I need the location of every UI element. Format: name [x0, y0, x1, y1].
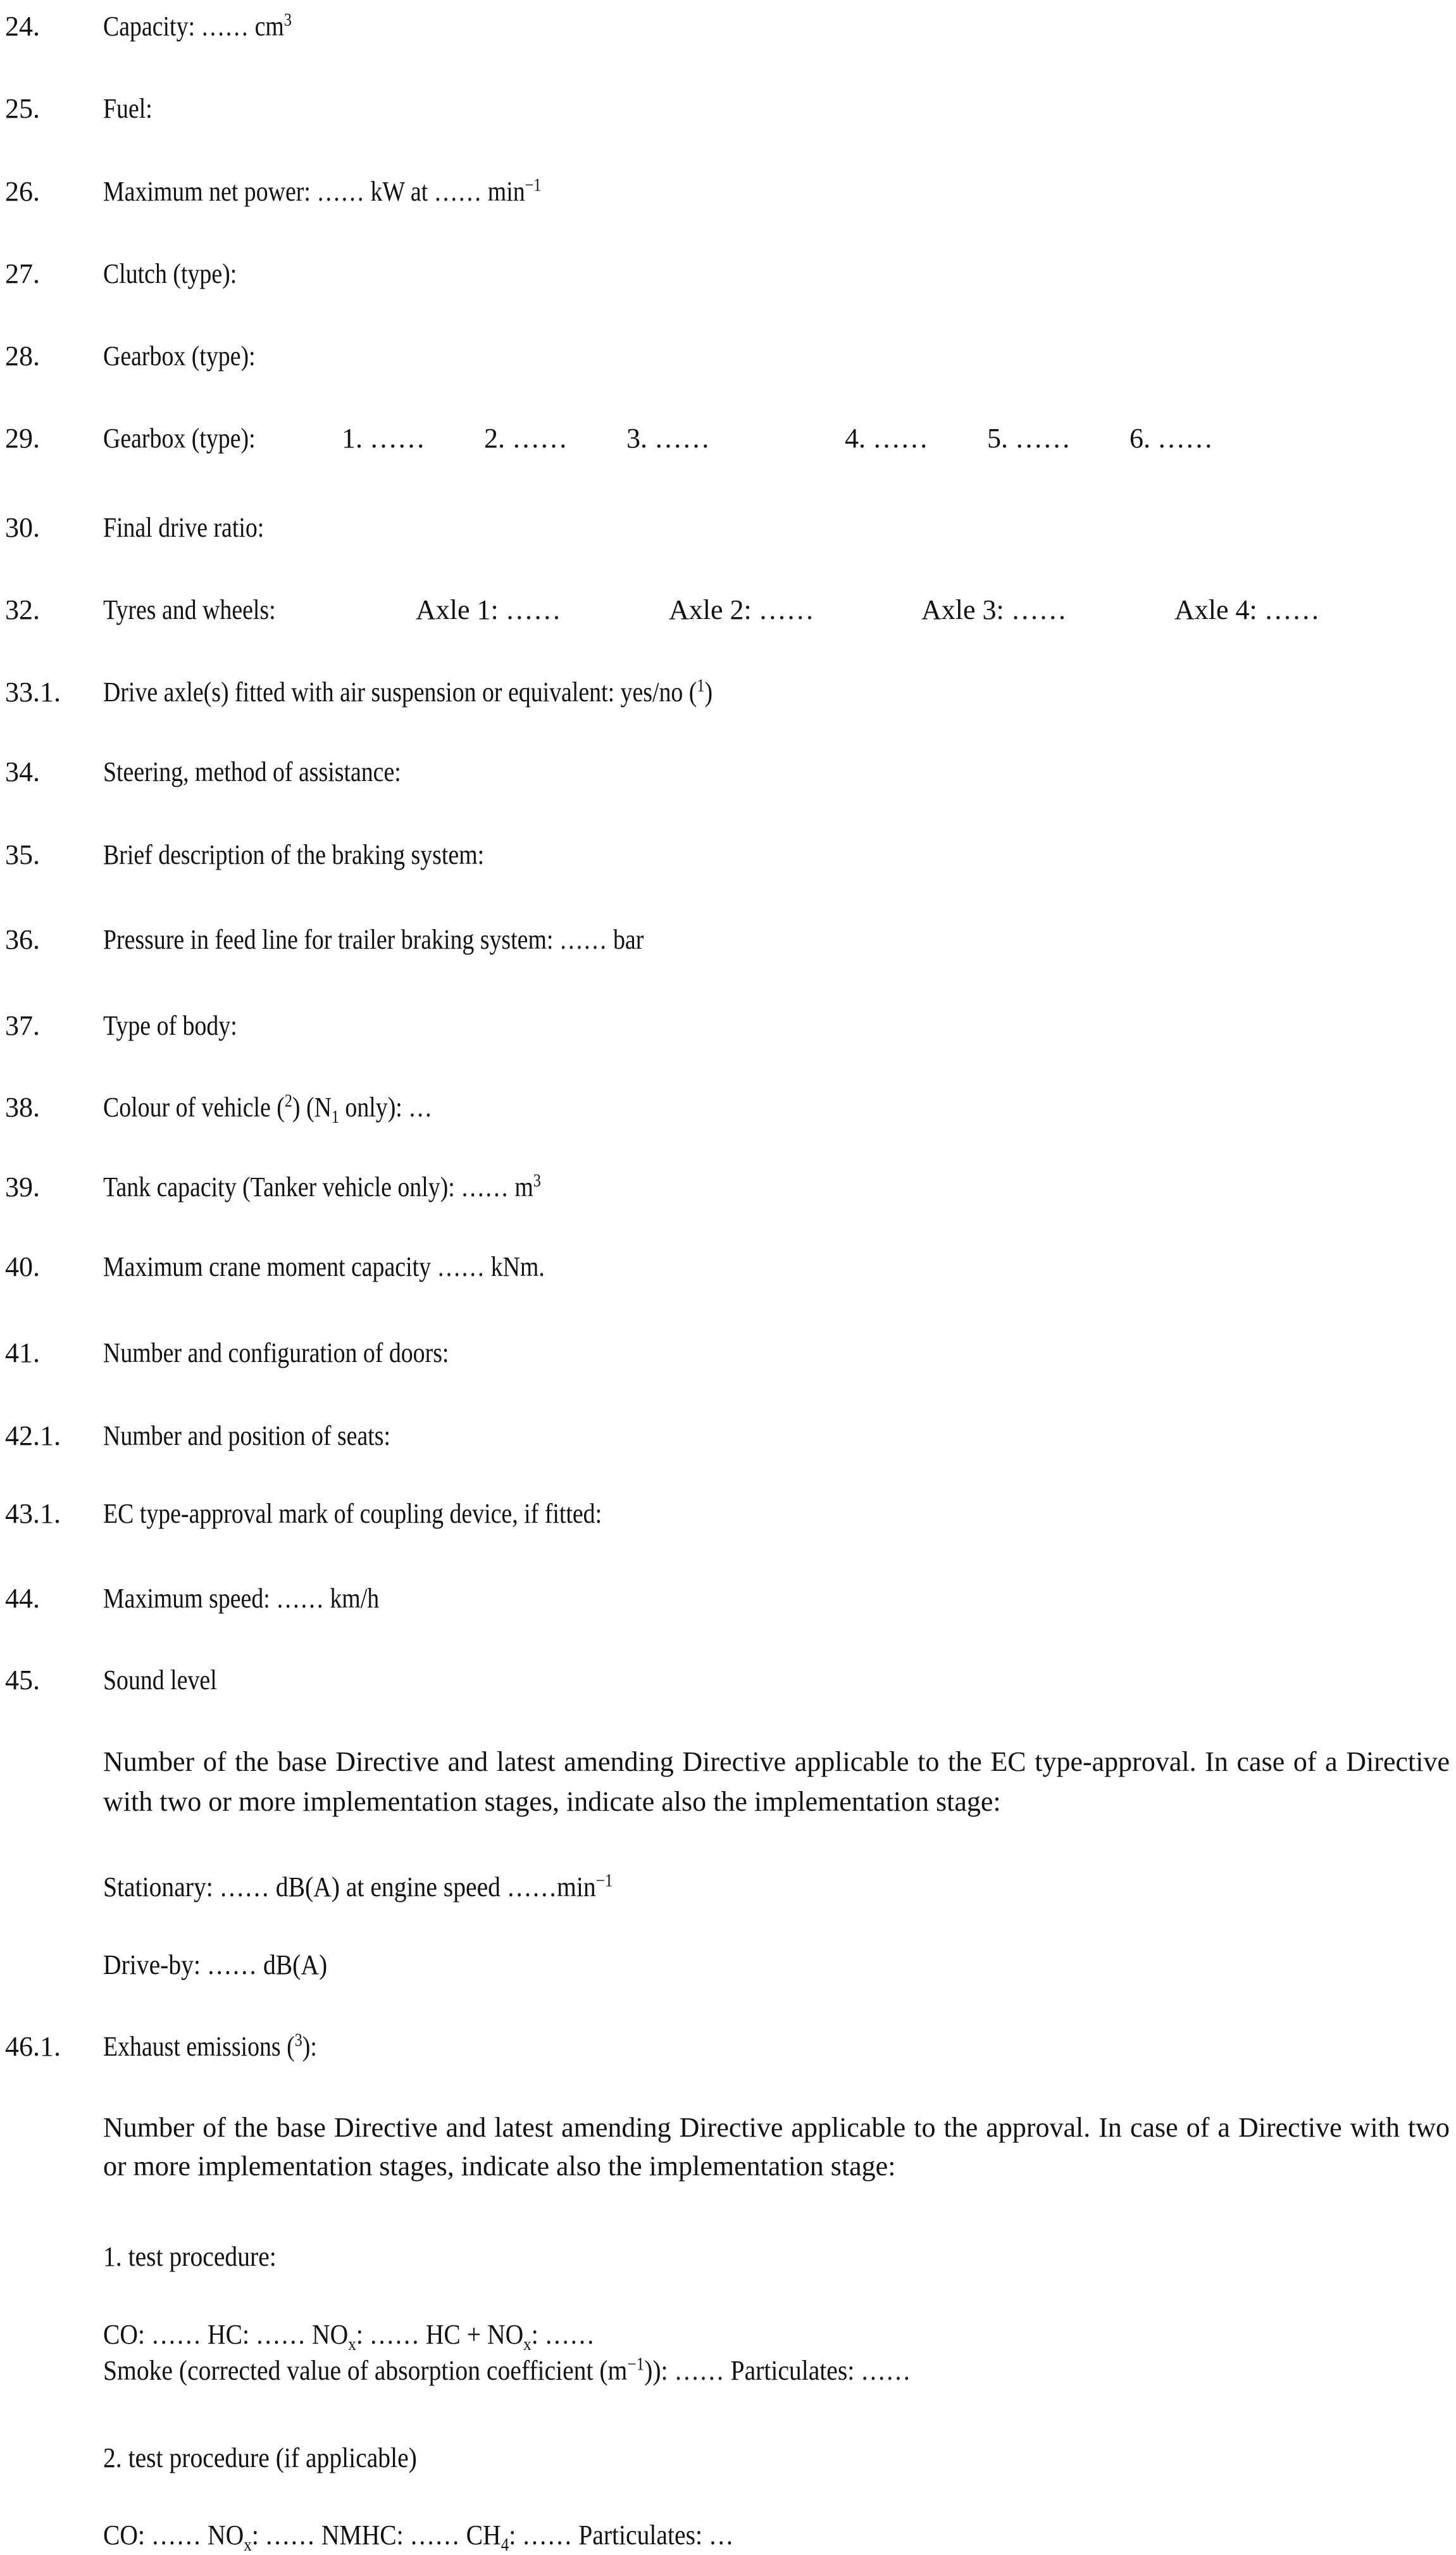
axle-4-field[interactable]: Axle 4: ……: [1174, 594, 1320, 625]
item-32: [0, 594, 1456, 626]
doors-fill-line[interactable]: [573, 1337, 1431, 1369]
subscript: 1: [331, 1107, 339, 1127]
test-procedure-1-heading: 1. test procedure:: [103, 2241, 277, 2272]
footnote-ref: 1: [697, 676, 705, 696]
item-number: 41.: [5, 1337, 40, 1368]
item-number: 43.1.: [5, 1498, 61, 1529]
axle-2-field[interactable]: Axle 2: ……: [669, 594, 814, 625]
clutch-fill-line[interactable]: [297, 258, 1431, 290]
label-text: Capacity: …… cm: [103, 11, 284, 42]
item-27: [0, 258, 1456, 290]
item-26: [0, 176, 1456, 208]
item-number: 44.: [5, 1583, 40, 1614]
item-34: [0, 756, 1456, 788]
item-label: Type of body:: [103, 1010, 237, 1041]
gear-ratio-5[interactable]: 5. ……: [987, 423, 1071, 454]
item-label: Steering, method of assistance:: [103, 756, 401, 787]
steering-fill-line[interactable]: [494, 756, 1431, 788]
item-30: [0, 512, 1456, 544]
gear-ratio-6[interactable]: 6. ……: [1129, 423, 1213, 454]
item-number: 33.1.: [5, 677, 61, 708]
sound-level-instructions: Number of the base Directive and latest amending Directive applicable to the EC type-approval. In case of a Directive with two or more implementation stages, indicate also the implementation stage:: [103, 1746, 1450, 1817]
item-label: Number and configuration of doors:: [103, 1337, 449, 1368]
item-label: Tyres and wheels:: [103, 594, 276, 625]
item-42-1: [0, 1420, 1456, 1452]
gear-ratio-3[interactable]: 3. ……: [626, 423, 710, 454]
subscript: x: [244, 2535, 252, 2555]
superscript: −1: [595, 1871, 613, 1891]
item-number: 38.: [5, 1092, 40, 1123]
label-text: : …… HC + NO: [356, 2319, 524, 2350]
item-number: 35.: [5, 839, 40, 870]
item-number: 46.1.: [5, 2031, 61, 2062]
item-number: 28.: [5, 340, 40, 372]
final-drive-ratio-fill-line[interactable]: [334, 512, 1431, 544]
item-37: [0, 1010, 1456, 1042]
item-label: Brief description of the braking system:: [103, 839, 485, 870]
item-label: Clutch (type):: [103, 258, 237, 289]
gear-ratio-2[interactable]: 2. ……: [484, 423, 568, 454]
item-number: 40.: [5, 1251, 40, 1282]
item-number: 29.: [5, 423, 40, 454]
item-45: [0, 1665, 1456, 1696]
item-39: [0, 1171, 1456, 1203]
item-number: 27.: [5, 258, 40, 289]
item-28: [0, 340, 1456, 372]
item-label: Gearbox (type):: [103, 423, 256, 454]
label-text: Drive axle(s) fitted with air suspension or equivalent: yes/no (: [103, 677, 697, 708]
max-net-power-field[interactable]: [103, 176, 541, 208]
item-24: [0, 11, 1456, 42]
item-46-1: [0, 2031, 1456, 2063]
item-41: [0, 1337, 1456, 1369]
item-number: 25.: [5, 93, 40, 124]
item-36: [0, 924, 1456, 956]
item-number: 26.: [5, 176, 40, 207]
axle-1-field[interactable]: Axle 1: ……: [416, 594, 561, 625]
item-number: 30.: [5, 512, 40, 543]
stationary-sound-field[interactable]: [103, 1871, 613, 1903]
item-number: 42.1.: [5, 1420, 61, 1451]
body-type-fill-line[interactable]: [297, 1010, 1431, 1042]
superscript: 3: [283, 10, 292, 30]
superscript: 3: [533, 1171, 541, 1191]
gear-ratio-1[interactable]: 1. ……: [342, 423, 425, 454]
item-number: 32.: [5, 594, 40, 625]
superscript: −1: [627, 2354, 645, 2375]
test-1-emissions-field[interactable]: [103, 2319, 595, 2354]
item-number: 45.: [5, 1665, 40, 1696]
item-43-1: [0, 1498, 1456, 1530]
item-33-1: [0, 677, 1456, 708]
item-label: Gearbox (type):: [103, 340, 256, 372]
axle-3-field[interactable]: Axle 3: ……: [921, 594, 1067, 625]
trailer-pressure-field[interactable]: Pressure in feed line for trailer braking system: …… bar: [103, 924, 644, 955]
test-procedure-2-heading: 2. test procedure (if applicable): [103, 2442, 417, 2473]
subscript: x: [523, 2334, 532, 2354]
label-text: CO: …… NO: [103, 2520, 244, 2551]
item-29: [0, 423, 1456, 454]
test-2-emissions-field[interactable]: [103, 2520, 734, 2555]
subscript: x: [348, 2334, 356, 2354]
item-number: 34.: [5, 756, 40, 787]
item-number: 37.: [5, 1010, 40, 1041]
label-text: Smoke (corrected value of absorption coefficient (m: [103, 2355, 628, 2386]
label-text: : ……: [531, 2319, 595, 2350]
superscript: −1: [525, 175, 542, 196]
crane-moment-field[interactable]: Maximum crane moment capacity …… kNm.: [103, 1251, 545, 1282]
item-number: 24.: [5, 11, 40, 42]
label-tail: ): [704, 677, 713, 708]
label-text: ) (N: [292, 1092, 332, 1123]
item-38: [0, 1091, 1456, 1127]
seats-fill-line[interactable]: [494, 1420, 1431, 1452]
item-label: EC type-approval mark of coupling device, if fitted:: [103, 1498, 602, 1529]
item-number: 36.: [5, 924, 40, 955]
label-tail: ):: [302, 2031, 317, 2062]
coupling-mark-fill-line[interactable]: [747, 1498, 1431, 1530]
label-text: )): …… Particulates: ……: [644, 2355, 911, 2386]
label-text: CO: …… HC: …… NO: [103, 2319, 349, 2350]
label-text: Stationary: …… dB(A) at engine speed ……min: [103, 1871, 596, 1902]
label-text: Tank capacity (Tanker vehicle only): …… m: [103, 1171, 533, 1203]
item-label: Final drive ratio:: [103, 512, 264, 543]
exhaust-instructions: Number of the base Directive and latest amending Directive applicable to the approval. In case of a Directive with two or more implementation stages, indicate also the implementation stage:: [103, 2112, 1450, 2182]
label-text: Colour of vehicle (: [103, 1092, 285, 1123]
item-number: 39.: [5, 1171, 40, 1203]
item-40: [0, 1251, 1456, 1283]
item-44: [0, 1583, 1456, 1615]
drive-by-sound-field[interactable]: Drive-by: …… dB(A): [103, 1949, 328, 1980]
braking-system-fill-line[interactable]: [611, 839, 1431, 871]
label-text: only): …: [339, 1092, 433, 1123]
label-text: : …… NMHC: …… CH: [251, 2520, 501, 2551]
max-speed-field[interactable]: Maximum speed: …… km/h: [103, 1583, 380, 1614]
item-label: Number and position of seats:: [103, 1420, 391, 1451]
tank-capacity-field[interactable]: [103, 1171, 541, 1203]
item-label: Fuel:: [103, 93, 152, 124]
gearbox-fill-line[interactable]: [316, 340, 1431, 372]
label-text: Maximum net power: …… kW at …… min: [103, 176, 525, 207]
gear-ratio-4[interactable]: 4. ……: [845, 423, 928, 454]
label-text: Exhaust emissions (: [103, 2031, 295, 2062]
item-35: [0, 839, 1456, 871]
section-heading: [103, 2031, 317, 2063]
footnote-ref: 2: [284, 1091, 292, 1111]
vehicle-colour-field[interactable]: [103, 1091, 433, 1127]
test-1-smoke-field[interactable]: [103, 2355, 911, 2387]
item-25: [0, 93, 1456, 125]
capacity-field[interactable]: [103, 11, 292, 42]
fuel-fill-line[interactable]: [166, 93, 1431, 125]
label-text: : …… Particulates: …: [509, 2520, 734, 2551]
section-heading: Sound level: [103, 1665, 217, 1696]
subscript: 4: [501, 2535, 509, 2555]
air-suspension-field[interactable]: [103, 677, 712, 708]
footnote-ref: 3: [294, 2030, 302, 2051]
